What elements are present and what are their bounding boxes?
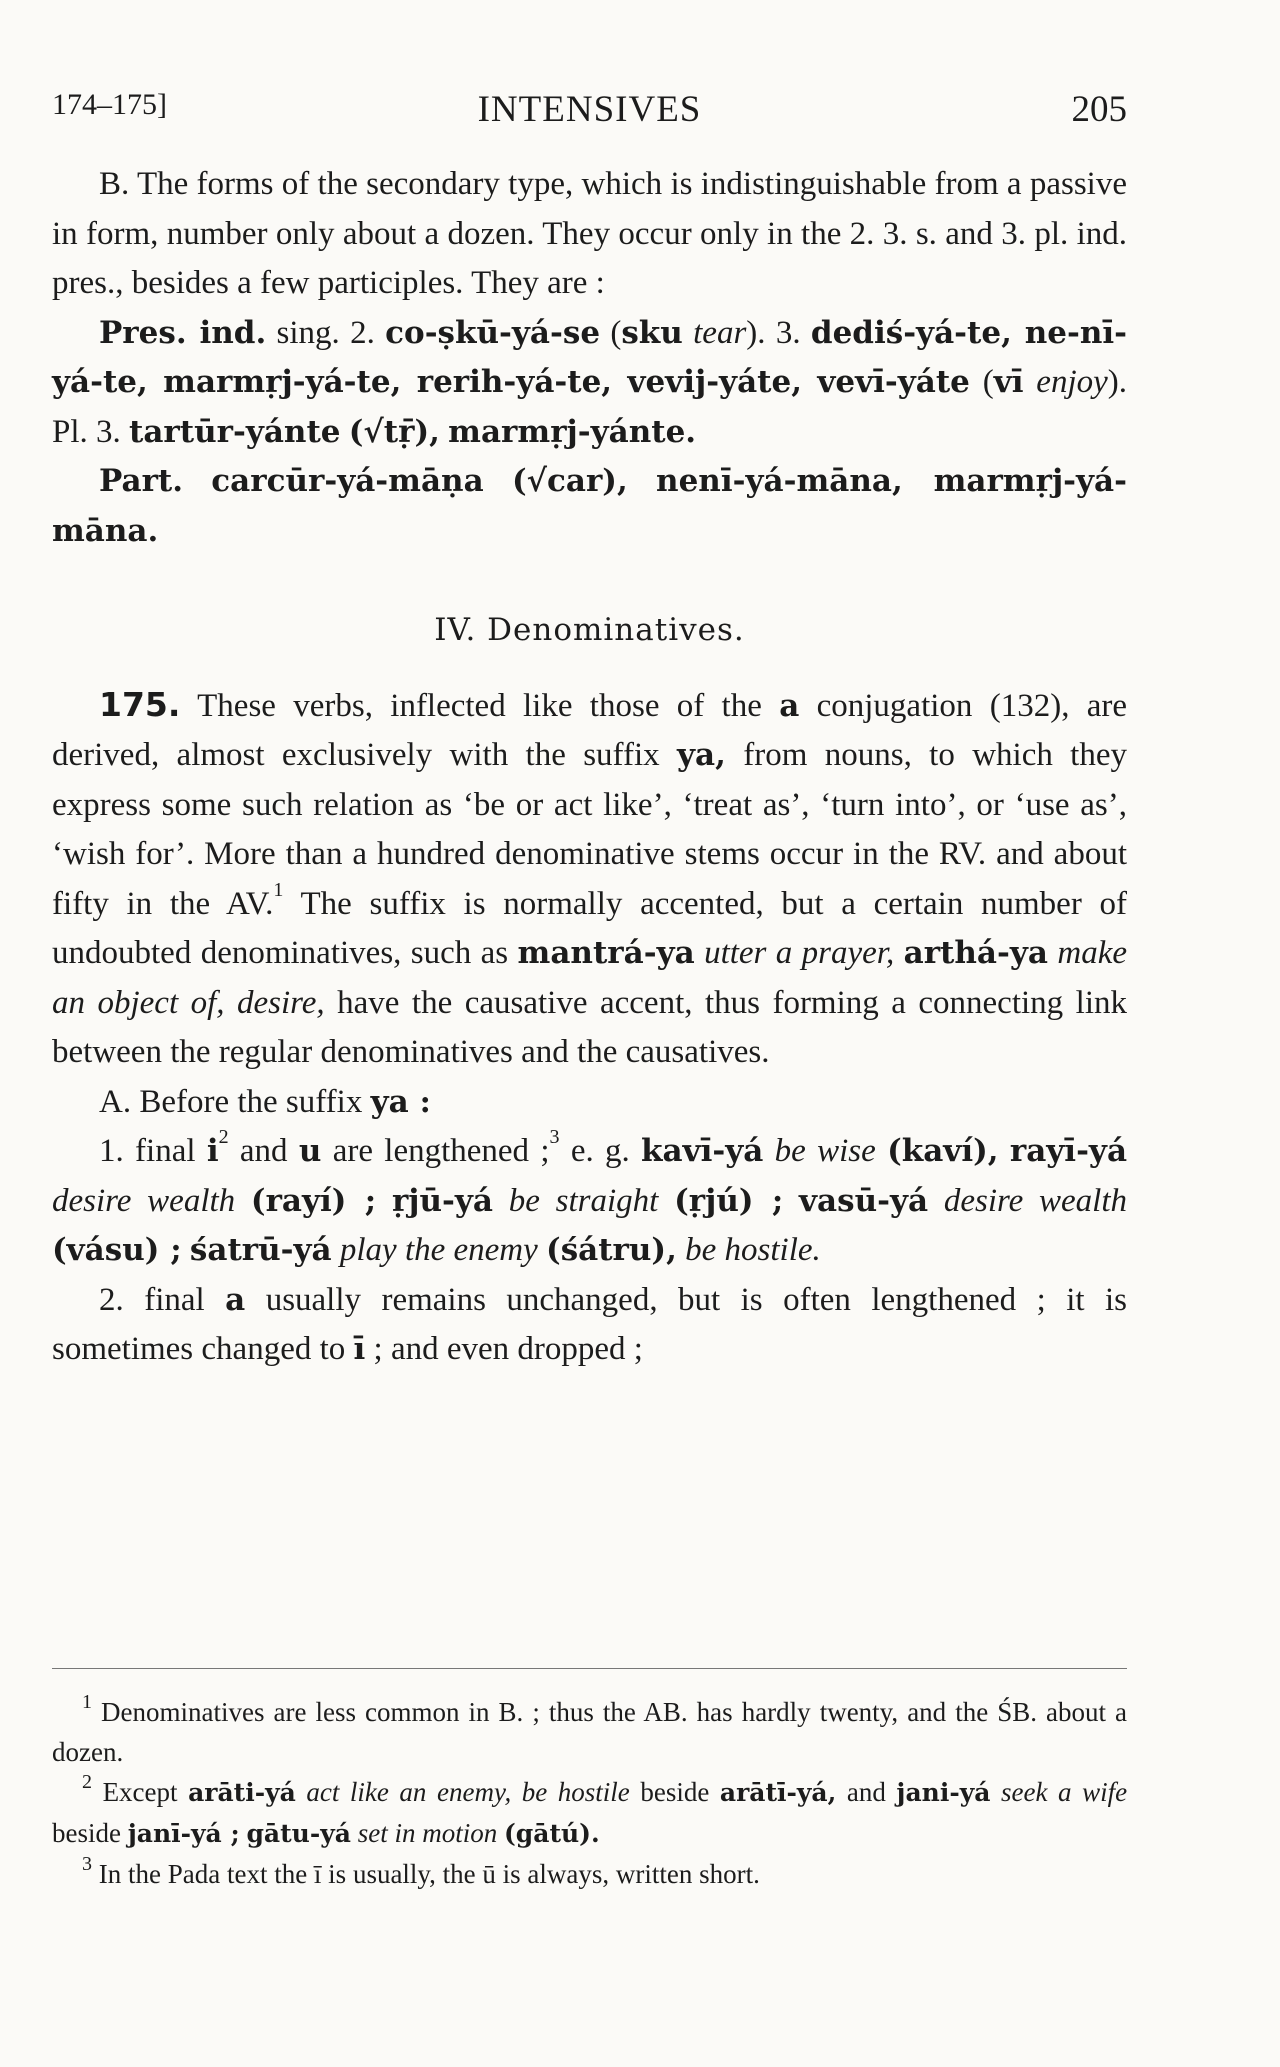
page-number: 205 [1071,89,1127,130]
footnote-3: $^3$ In the Pada text the ī is usually, the ū is always, written short. [82,1853,760,1889]
para-present-forms: Pres. ind. sing. 2. co-ṣkū-yá-se (sku tear). 3. dediś-yá-te, ne-nī-yá-te, marmṛj-yá-te, rerih-yá-te, vevij-yáte, vevī-yáte (vī enjoy). Pl. 3. tartūr-yánte (√tṝ), marmṛj-yánte. [52,314,1128,450]
para-rule-1: 1. final $i^2$ and u are lengthened ;$^3$ e. g. kavī-yá be wise (kaví), rayī-yá desire wealth (rayí) ; ṛjū-yá be straight (ṛjú) ; vasū-yá desire wealth (vásu) ; śatrū-yá play the enemy (śátru), be hostile. [52,1126,1128,1268]
footnote-rule [52,1668,1127,1669]
paragraph-number: 175. [99,684,181,724]
footnote-ref-2: 2 [218,1126,229,1148]
footnote-ref-3: 3 [549,1126,560,1148]
para-rule-a: A. Before the suffix ya : [99,1083,431,1120]
para-174b: B. The forms of the secondary type, which is indistinguishable from a passive in form, number only about a dozen. They occur only in the 2. 3. s. and 3. pl. ind. pres., besides a few participles. They are : [52,166,1127,301]
running-title: INTENSIVES [477,89,702,130]
main-text [52,160,1127,1375]
para-participles: Part. carcūr-yá-māṇa (√car), nenī-yá-māna, marmṛj-yá-māna. [52,463,1127,549]
running-header [52,88,1127,132]
para-175: 175. These verbs, inflected like those of the a conjugation (132), are derived, almost exclusively with the suffix ya, from nouns, to which they express some such relation as ‘be or act like’, ‘treat as’, ‘turn into’, or ‘use as’, ‘wish for’. More than a hundred denominative stems occur in the RV. and about fifty in the AV.$^1$ The suffix is normally accented, but a certain number of undoubted denominatives, such as mantrá-ya utter a prayer, arthá-ya make an object of, desire, have the causative accent, thus forming a connecting link between the regular denominatives and the causatives. [52,684,1128,1070]
footnote-1: $^1$ Denominatives are less common in B. ; thus the AB. has hardly twenty, and the ŚB. about a dozen. [52,1691,1127,1767]
para-rule-2: 2. final a usually remains unchanged, but is often lengthened ; it is sometimes changed to ī ; and even dropped ; [52,1281,1127,1367]
footnote-ref-1: 1 [273,878,284,901]
footnotes [52,1692,1127,1894]
footnote-2: $^2$ Except arāti-yá act like an enemy, be hostile beside arātī-yá, and jani-yá seek a wife beside janī-yá ; gātu-yá set in motion (gātú). [52,1771,1128,1848]
section-range: 174–175] [52,88,167,121]
section-heading: IV. Denominatives. [434,612,745,648]
